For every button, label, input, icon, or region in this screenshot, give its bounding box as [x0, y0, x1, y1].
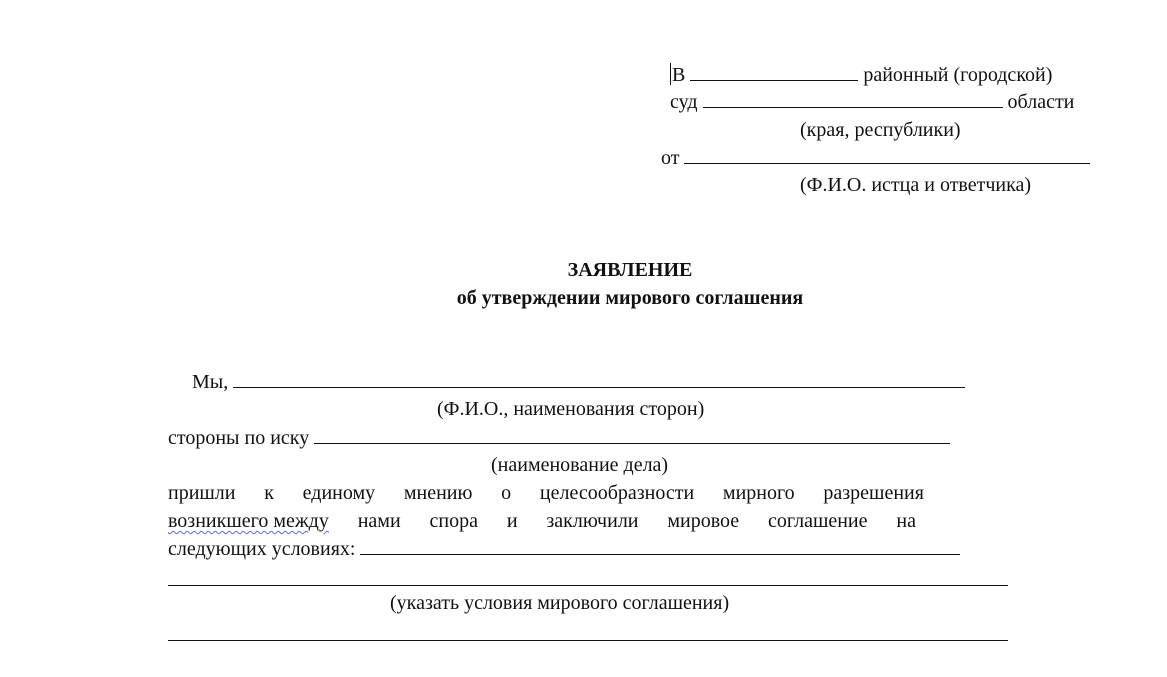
- region-blank[interactable]: [703, 91, 1003, 108]
- conditions-blank-3[interactable]: [168, 640, 1008, 641]
- word: пришли: [168, 482, 236, 504]
- word: целесообразности: [539, 482, 695, 504]
- applicant-blank[interactable]: [684, 147, 1090, 164]
- word: мирного: [722, 482, 795, 504]
- word: на: [896, 510, 916, 532]
- word: к: [264, 482, 274, 504]
- court-type-label: районный (городской): [863, 64, 1053, 86]
- addressee-line-region: [670, 91, 1074, 113]
- case-prefix: стороны по иску: [168, 427, 310, 449]
- we-prefix: Мы,: [192, 371, 229, 393]
- paragraph-line-3: [168, 538, 960, 560]
- region-caption: (края, республики): [800, 119, 961, 141]
- conditions-blank-1[interactable]: [360, 538, 960, 555]
- parties-line: [192, 371, 965, 393]
- court-prefix: суд: [670, 91, 698, 113]
- word: разрешения: [823, 482, 924, 504]
- conditions-blank-2[interactable]: [168, 585, 1008, 586]
- word: заключили: [546, 510, 639, 532]
- addressee-line-court: [670, 63, 1052, 86]
- parties-caption: (Ф.И.О., наименования сторон): [437, 398, 705, 420]
- word: о: [501, 482, 512, 504]
- conditions-prefix: следующих условиях:: [168, 538, 356, 560]
- grammar-flagged-text: возникшего между: [168, 510, 329, 532]
- word: мировое: [667, 510, 740, 532]
- word: соглашение: [768, 510, 868, 532]
- word: нами: [357, 510, 401, 532]
- paragraph-line-1: [168, 482, 924, 504]
- case-blank[interactable]: [314, 427, 950, 444]
- word: единому: [302, 482, 376, 504]
- court-name-blank[interactable]: [690, 64, 858, 81]
- from-prefix: от: [661, 147, 680, 169]
- document-subtitle: об утверждении мирового соглашения: [456, 287, 804, 309]
- case-caption: (наименование дела): [491, 454, 669, 476]
- text-cursor: [670, 63, 671, 85]
- region-label: области: [1007, 91, 1075, 113]
- applicant-caption: (Ф.И.О. истца и ответчика): [800, 174, 1032, 196]
- conditions-caption: (указать условия мирового соглашения): [390, 592, 730, 614]
- word: мнению: [403, 482, 473, 504]
- parties-blank[interactable]: [233, 371, 965, 388]
- from-line: [661, 147, 1090, 169]
- word: спора: [429, 510, 478, 532]
- document-title: ЗАЯВЛЕНИЕ: [567, 259, 693, 281]
- addressee-prefix: В: [672, 64, 686, 86]
- paragraph-line-2: [168, 510, 916, 532]
- case-line: [168, 427, 950, 449]
- word: и: [506, 510, 518, 532]
